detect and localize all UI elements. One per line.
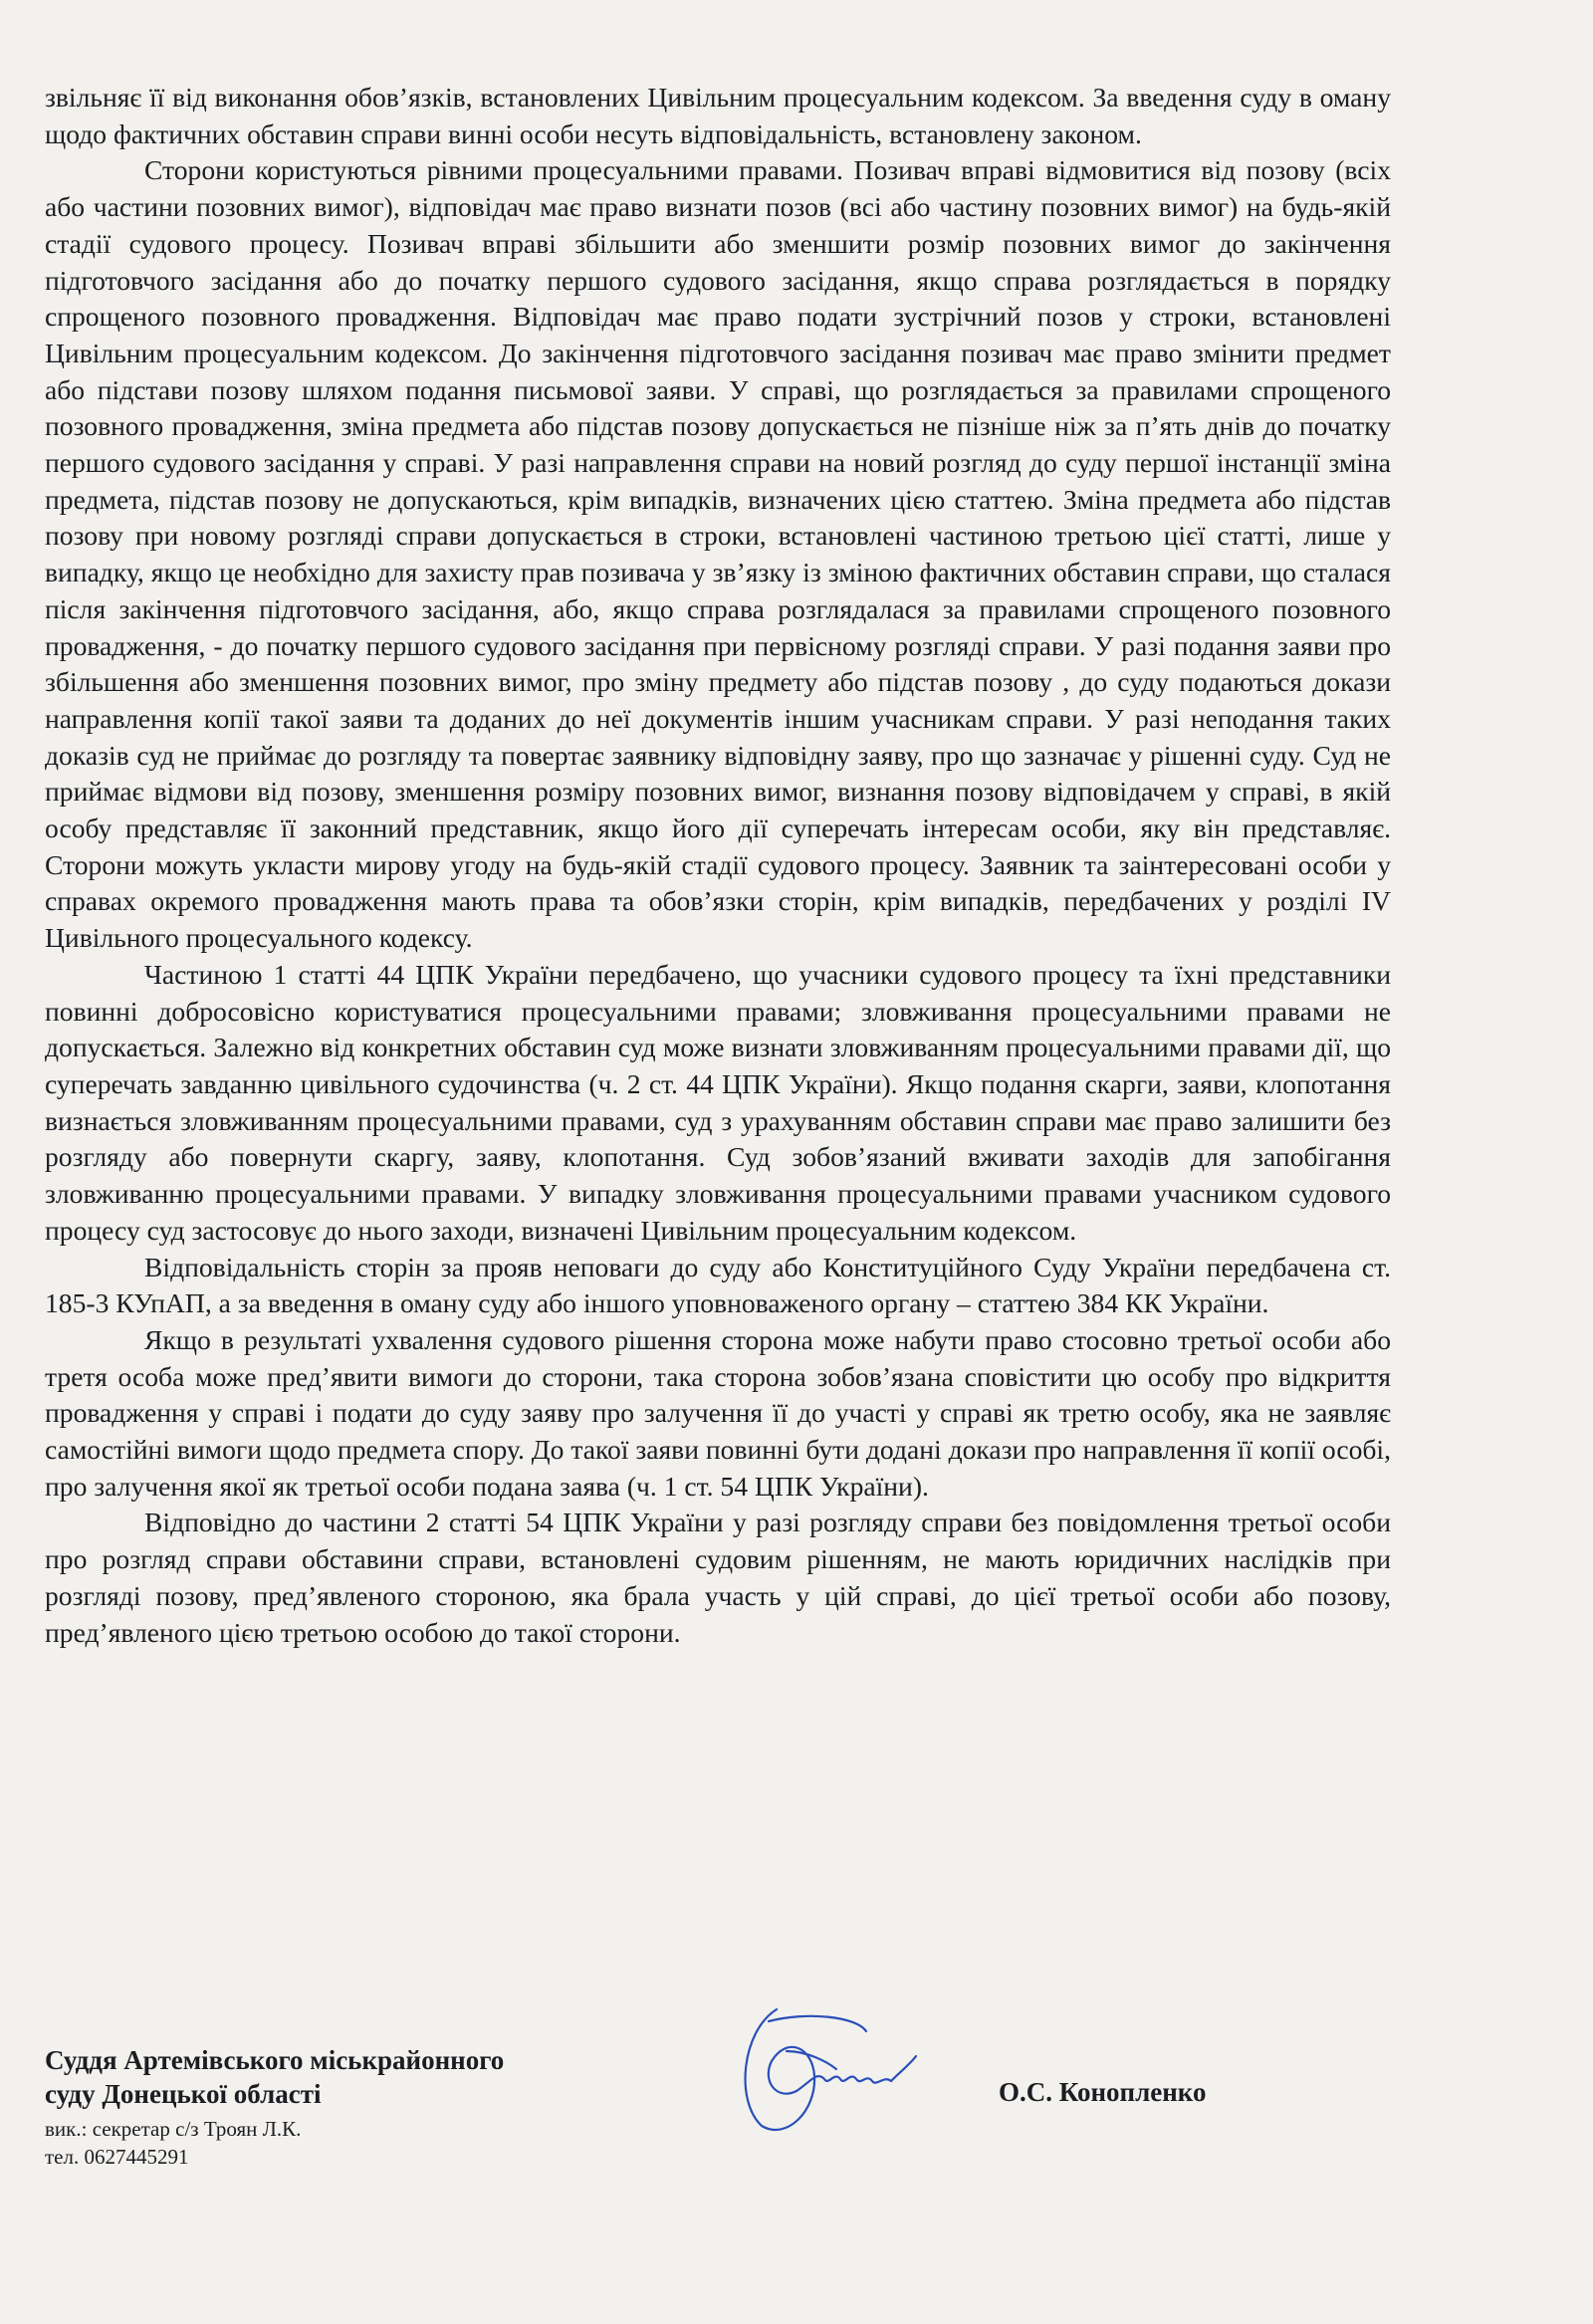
judge-name: О.С. Конопленко (999, 2077, 1207, 2107)
paragraph: Відповідно до частини 2 статті 54 ЦПК України у разі розгляду справи без повідомлення третьої особи про розгляд справи обставини справи, встановлені судовим рішенням, не мають юридичних наслідків при розгляді позову, пред’явленого стороною, яка брала участь у цій справі, до цієї третьої особи або позову, пред’явленого цією третьою особою до такої сторони. (45, 1507, 1391, 1648)
paragraph: Частиною 1 статті 44 ЦПК України передбачено, що учасники судового процесу та їхні представники повинні добросовісно користуватися процесуальними правами; зловживання процесуальними правами не допускається. Залежно від конкретних обставин суд може визнати зловживанням процесуальними правами дії, що суперечать завданню цивільного судочинства (ч. 2 ст. 44 ЦПК України). Якщо подання скарги, заяви, клопотання визнається зловживанням процесуальними правами, суд з урахуванням обставин справи має право залишити без розгляду або повернути скаргу, заяву, клопотання. Суд зобов’язаний вживати заходів для запобігання зловживанню процесуальними правами. У випадку зловживання процесуальними правами учасником судового процесу суд застосовує до нього заходи, визначені Цивільним процесуальним кодексом. (45, 958, 1391, 1246)
signature-block (45, 2043, 504, 2171)
document-body (45, 80, 1391, 1651)
paragraph: звільняє її від виконання обов’язків, встановлених Цивільним процесуальним кодексом. За введення суду в оману щодо фактичних обставин справи винні особи несуть відповідальність, встановлену законом. (45, 82, 1391, 149)
phone-line: тел. 0627445291 (45, 2145, 189, 2169)
judge-title-line2: суду Донецької області (45, 2079, 322, 2109)
paragraph: Сторони користуються рівними процесуальними правами. Позивач вправі відмовитися від позову (всіх або частини позовних вимог), відповідач має право визнати позов (всі або частину позовних вимог) на будь-якій стадії судового процесу. Позивач вправі збільшити або зменшити розмір позовних вимог до закінчення підготовчого засідання або до початку першого судового засідання, якщо справа розглядається в порядку спрощеного позовного провадження. Відповідач має право подати зустрічний позов у строки, встановлені Цивільним процесуальним кодексом. До закінчення підготовчого засідання позивач має право змінити предмет або підстави позову шляхом подання письмової заяви. У справі, що розглядається за правилами спрощеного позовного провадження, зміна предмета або підстав позову допускається не пізніше ніж за п’ять днів до початку першого судового засідання у справі. У разі направлення справи на новий розгляд до суду першої інстанції зміна предмета, підстав позову не допускаються, крім випадків, визначених цією статтею. Зміна предмета або підстав позову при новому розгляді справи допускається в строки, встановлені частиною третьою цієї статті, лише у випадку, якщо це необхідно для захисту прав позивача у зв’язку із зміною фактичних обставин справи, що сталася після закінчення підготовчого засідання, або, якщо справа розглядалася за правилами спрощеного позовного провадження, - до початку першого судового засідання при первісному розгляді справи. У разі подання заяви про збільшення або зменшення позовних вимог, про зміну предмету або підстав позову , до суду подаються докази направлення копії такої заяви та доданих до неї документів іншим учасникам справи. У разі неподання таких доказів суд не приймає до розгляду та повертає заявнику відповідну заяву, про що зазначає у рішенні суду. Суд не приймає відмови від позову, зменшення розміру позовних вимог, визнання позову відповідачем у справі, в якій особу представляє її законний представник, якщо його дії суперечать інтересам особи, яку він представляє. Сторони можуть укласти мирову угоду на будь-якій стадії судового процесу. Заявник та заінтересовані особи у справах окремого провадження мають права та обов’язки сторін, крім випадків, передбачених у розділі IV Цивільного процесуального кодексу. (45, 154, 1391, 954)
judge-title-line1: Суддя Артемівського міськрайонного (45, 2045, 505, 2075)
handwritten-signature (717, 1991, 926, 2141)
paragraph: Якщо в результаті ухвалення судового рішення сторона може набути право стосовно третьої особи або третя особа може пред’явити вимоги до сторони, така сторона зобов’язана сповістити цю особу про відкриття провадження у справі і подати до суду заяву про залучення її до участі у справі як третю особу, яка не заявляє самостійні вимоги щодо предмета спору. До такої заяви повинні бути додані докази про направлення її копії особі, про залучення якої як третьої особи подана заява (ч. 1 ст. 54 ЦПК України). (45, 1323, 1391, 1502)
paragraph: Відповідальність сторін за прояв неповаги до суду або Конституційного Суду України передбачена ст. 185-3 КУпАП, а за введення в оману суду або іншого уповноваженого органу – статтею 384 КК України. (45, 1251, 1391, 1319)
executor-line: вик.: секретар с/з Троян Л.К. (45, 2117, 302, 2141)
